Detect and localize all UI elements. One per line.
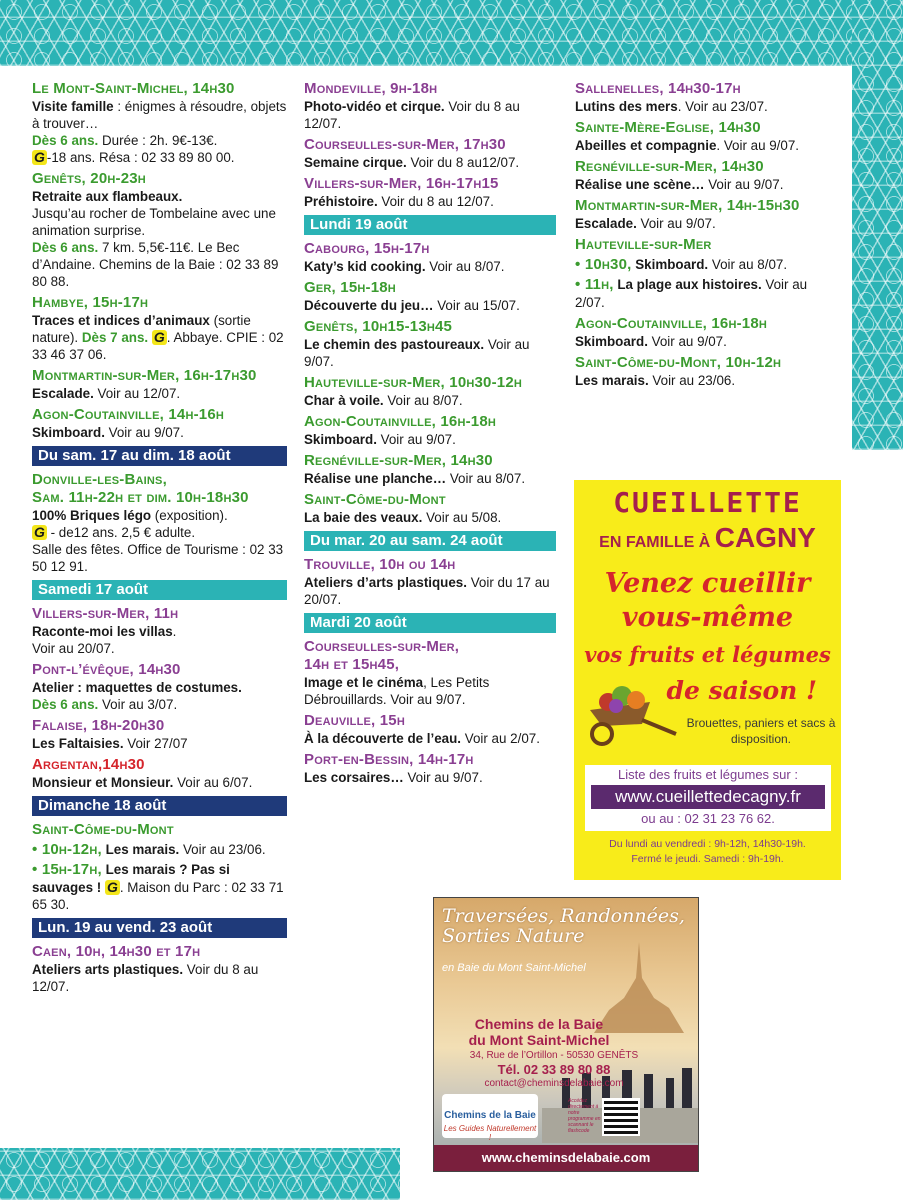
event-time: • 10h30, xyxy=(575,256,632,273)
ad-hours-line-2: Fermé le jeudi. Samedi : 9h-19h. xyxy=(631,853,784,865)
ad2-name-line-1: Chemins de la Baie xyxy=(474,1016,604,1032)
event-title: Ateliers d’arts plastiques. xyxy=(304,575,467,590)
event-title: Visite famille xyxy=(32,99,114,114)
event-text: (exposition). xyxy=(151,508,228,523)
ad2-headline-2: Sorties Nature xyxy=(442,925,585,947)
event-place: Port-en-Bessin, 14h-17h xyxy=(304,751,474,768)
event-text: Voir au 9/07. xyxy=(104,425,184,440)
event-title: 100% Briques légo xyxy=(32,508,152,523)
event-place: Villers-sur-Mer, 16h-17h15 xyxy=(304,175,499,192)
event-title: Monsieur et Monsieur. xyxy=(32,775,174,790)
event-title: Les corsaires… xyxy=(304,770,404,785)
event-title: Escalade. xyxy=(575,216,637,231)
event-place: Montmartin-sur-Mer, 16h-17h30 xyxy=(32,367,257,384)
event-time: • 10h-12h, xyxy=(32,841,102,858)
event-hambye xyxy=(32,294,287,363)
event-title: Réalise une planche… xyxy=(304,471,447,486)
event-bullet xyxy=(32,861,287,913)
event-text: Salle des fêtes. Office de Tourisme : 02 33 50 12 91. xyxy=(32,542,284,574)
event-place: Donville-les-Bains, xyxy=(32,471,167,488)
event-regneville xyxy=(304,452,556,487)
event-title: Skimboard. xyxy=(304,432,377,447)
event-caen xyxy=(32,943,287,995)
event-title: Traces et indices d’animaux xyxy=(32,313,210,328)
event-title: Skimboard. xyxy=(575,334,648,349)
column-3 xyxy=(575,80,837,393)
event-title: Semaine cirque. xyxy=(304,155,407,170)
ad2-logo-text: Chemins de la Baie xyxy=(444,1110,536,1121)
event-montmartin xyxy=(32,367,287,402)
event-place: Agon-Coutainville, 16h-18h xyxy=(575,315,768,332)
ad-slogan-3: vos fruits et légumes xyxy=(584,642,831,667)
ad2-qr-note: Accédez directement à notre programme en scannant le flashcode xyxy=(568,1098,601,1134)
event-text: Voir au 9/07. xyxy=(403,770,483,785)
ad2-subheadline: en Baie du Mont Saint-Michel xyxy=(442,962,586,974)
event-title: Lutins des mers xyxy=(575,99,678,114)
event-place: Deauville, 15h xyxy=(304,712,405,729)
age-label: Dès 6 ans. xyxy=(32,133,99,148)
event-cabourg xyxy=(304,240,556,275)
event-title: Atelier : maquettes de costumes. xyxy=(32,680,242,695)
event-place: Sainte-Mère-Eglise, 14h30 xyxy=(575,119,761,136)
event-text: . xyxy=(172,624,177,639)
event-courseulles xyxy=(304,136,556,171)
ad-slogan-1: Venez cueillir xyxy=(604,568,811,599)
event-title: Réalise une scène… xyxy=(575,177,705,192)
event-regneville xyxy=(575,158,837,193)
date-band: Dimanche 18 août xyxy=(32,796,287,816)
event-text: Voir au 8/07. xyxy=(446,471,526,486)
event-place: Saint-Côme-du-Mont xyxy=(304,491,446,508)
event-text: , Les Petits Débrouillards. Voir au 9/07. xyxy=(304,675,490,707)
event-title: Skimboard. xyxy=(32,425,105,440)
event-text: Voir du 8 au 12/07. xyxy=(377,194,494,209)
event-text: Voir du 17 au 20/07. xyxy=(304,575,550,607)
event-title: Abeilles et compagnie xyxy=(575,138,717,153)
date-band: Lundi 19 août xyxy=(304,215,556,235)
event-place: Montmartin-sur-Mer, 14h-15h30 xyxy=(575,197,800,214)
event-text: Voir au 9/07. xyxy=(304,337,530,369)
event-mondeville xyxy=(304,80,556,132)
event-port-en-bessin xyxy=(304,751,556,786)
event-agon xyxy=(575,315,837,350)
date-band: Du sam. 17 au dim. 18 août xyxy=(32,446,287,466)
event-hauteville xyxy=(575,236,837,311)
event-title: Le chemin des pastoureaux. xyxy=(304,337,485,352)
right-pattern-border xyxy=(852,0,903,450)
ad2-headline xyxy=(442,906,692,946)
event-place: Caen, 10h, 14h30 et 17h xyxy=(32,943,201,960)
ad-info-box xyxy=(585,765,831,831)
event-title: Les marais. xyxy=(101,842,180,857)
event-time: Sam. 11h-22h et dim. 10h-18h30 xyxy=(32,489,249,506)
ad-note: Brouettes, paniers et sacs à disposition. xyxy=(686,716,836,746)
event-text: (sortie nature). xyxy=(32,313,251,345)
event-place: Pont-l’évêque, 14h30 xyxy=(32,661,181,678)
event-title: Préhistoire. xyxy=(304,194,378,209)
event-saint-come xyxy=(575,354,837,389)
ad2-logo-tagline: Les Guides Naturellement ! xyxy=(443,1124,537,1142)
event-title: Escalade. xyxy=(32,386,94,401)
ad-subtitle xyxy=(574,522,841,554)
event-saint-come xyxy=(304,491,556,526)
event-place: Hambye, 15h-17h xyxy=(32,294,149,311)
event-text: . Maison du Parc : 02 33 71 65 30. xyxy=(32,880,284,912)
event-title: La baie des veaux. xyxy=(304,510,423,525)
wheelbarrow-icon xyxy=(580,680,680,750)
date-band: Samedi 17 août xyxy=(32,580,287,600)
event-text: Voir au 8/07. xyxy=(383,393,463,408)
event-agon xyxy=(32,406,287,441)
event-text: Voir du 8 au 12/07. xyxy=(304,99,520,131)
event-text: Voir au 23/06. xyxy=(648,373,736,388)
event-text: Voir au 2/07. xyxy=(461,731,540,746)
ad2-phone: Tél. 02 33 89 80 88 xyxy=(497,1062,611,1077)
chemins-de-la-baie-ad xyxy=(433,897,699,1172)
event-time: 14h et 15h45, xyxy=(304,656,400,673)
event-text: Jusqu’au rocher de Tombelaine avec une animation surprise. xyxy=(32,206,276,238)
event-place: Saint-Côme-du-Mont xyxy=(32,821,174,838)
event-place: Regnéville-sur-Mer, 14h30 xyxy=(575,158,764,175)
free-g-icon: G xyxy=(153,329,165,345)
event-place: Agon-Coutainville, 14h-16h xyxy=(32,406,225,423)
ad-slogan-2: vous-même xyxy=(621,602,794,633)
event-ger xyxy=(304,279,556,314)
ad2-headline-1: Traversées, Randonnées, xyxy=(442,905,685,927)
age-label: Dès 6 ans. xyxy=(32,240,99,255)
event-villers xyxy=(304,175,556,210)
event-place: Courseulles-sur-Mer, xyxy=(304,638,460,655)
event-text: Voir au 12/07. xyxy=(93,386,181,401)
event-place: Ger, 15h-18h xyxy=(304,279,396,296)
cueillette-ad xyxy=(574,480,841,880)
event-title: Retraite aux flambeaux. xyxy=(32,189,183,204)
event-mont-saint-michel xyxy=(32,80,287,166)
event-place: Villers-sur-Mer, 11h xyxy=(32,605,179,622)
event-text: . Voir au 9/07. xyxy=(716,138,800,153)
event-title: Découverte du jeu… xyxy=(304,298,434,313)
top-pattern-border xyxy=(0,0,852,66)
qr-code-icon[interactable] xyxy=(602,1098,640,1136)
event-trouville xyxy=(304,556,556,608)
event-hauteville xyxy=(304,374,556,409)
event-text: Voir au 6/07. xyxy=(173,775,253,790)
event-saint-come xyxy=(32,821,287,913)
event-text: Voir du 8 au 12/07. xyxy=(32,962,259,994)
event-title: Ateliers arts plastiques. xyxy=(32,962,184,977)
column-2 xyxy=(304,80,556,790)
ad2-name-line-2: du Mont Saint-Michel xyxy=(468,1032,610,1048)
event-title: La plage aux histoires. xyxy=(613,277,762,292)
event-text: Voir au 9/07. xyxy=(636,216,716,231)
event-text: Voir au 3/07. xyxy=(98,697,178,712)
age-label: Dès 6 ans. xyxy=(32,697,99,712)
event-villers xyxy=(32,605,287,657)
event-text: . Voir au 23/07. xyxy=(677,99,768,114)
event-text: : énigmes à résoudre, objets à trouver… xyxy=(32,99,287,131)
date-band: Mardi 20 août xyxy=(304,613,556,633)
ad-list-label: Liste des fruits et légumes sur : xyxy=(618,767,798,782)
ad2-email[interactable]: contact@cheminsdelabaie.com xyxy=(484,1078,624,1089)
event-genets xyxy=(304,318,556,370)
ad-hours-line-1: Du lundi au vendredi : 9h-12h, 14h30-19h. xyxy=(609,838,806,850)
event-genets xyxy=(32,170,287,290)
ad2-company-name xyxy=(454,1016,624,1048)
event-text: -18 ans. Résa : 02 33 89 80 00. xyxy=(46,150,235,165)
event-falaise xyxy=(32,717,287,752)
event-title: Katy’s kid cooking. xyxy=(304,259,426,274)
event-place: Hauteville-sur-Mer, 10h30-12h xyxy=(304,374,523,391)
event-argentan xyxy=(32,756,287,791)
ad-phone: ou au : 02 31 23 76 62. xyxy=(641,811,775,826)
event-place: Sallenelles, 14h30-17h xyxy=(575,80,741,97)
event-place: Argentan,14h30 xyxy=(32,756,145,773)
event-text: Durée : 2h. 9€-13€. xyxy=(98,133,218,148)
event-place: Trouville, 10h ou 14h xyxy=(304,556,456,573)
event-text: Voir du 8 au12/07. xyxy=(406,155,520,170)
event-title: Image et le cinéma xyxy=(304,675,424,690)
event-courseulles xyxy=(304,638,556,708)
event-title: Les Faltaisies. xyxy=(32,736,124,751)
event-deauville xyxy=(304,712,556,747)
event-text: Voir au 5/08. xyxy=(422,510,502,525)
free-g-icon: G xyxy=(106,879,118,895)
date-band: Du mar. 20 au sam. 24 août xyxy=(304,531,556,551)
date-band: Lun. 19 au vend. 23 août xyxy=(32,918,287,938)
event-text: Voir au 9/07. xyxy=(376,432,456,447)
event-title: À la découverte de l’eau. xyxy=(304,731,462,746)
ad-subtitle-a: EN FAMILLE À xyxy=(599,534,715,551)
event-text: - de12 ans. 2,5 € adulte. xyxy=(46,525,196,540)
event-bullet xyxy=(575,276,837,311)
event-place: Le Mont-Saint-Michel, 14h30 xyxy=(32,80,235,97)
free-g-icon: G xyxy=(34,524,45,540)
event-place: Regnéville-sur-Mer, 14h30 xyxy=(304,452,493,469)
column-1 xyxy=(32,80,287,999)
event-text: Voir au 20/07. xyxy=(32,641,115,656)
event-sainte-mere-eglise xyxy=(575,119,837,154)
ad-title: CUEILLETTE xyxy=(613,486,802,519)
event-place: Saint-Côme-du-Mont, 10h-12h xyxy=(575,354,782,371)
event-agon xyxy=(304,413,556,448)
ad-subtitle-b: CAGNY xyxy=(714,522,816,553)
event-place: Agon-Coutainville, 16h-18h xyxy=(304,413,497,430)
event-donville xyxy=(32,471,287,575)
event-montmartin xyxy=(575,197,837,232)
event-title: Char à voile. xyxy=(304,393,384,408)
ad2-logo xyxy=(442,1094,538,1142)
ad-url-link[interactable]: www.cueillettedecagny.fr xyxy=(591,785,825,809)
event-place: Cabourg, 15h-17h xyxy=(304,240,430,257)
event-title: Les marais ? Pas si sauvages ! xyxy=(32,862,230,895)
event-time: • 15h-17h, xyxy=(32,861,102,878)
event-text: Voir au 9/07. xyxy=(704,177,784,192)
event-text: Voir au 23/06. xyxy=(179,842,266,857)
event-place: Hauteville-sur-Mer xyxy=(575,236,712,253)
event-text: Voir au 9/07. xyxy=(647,334,727,349)
event-text: Voir au 2/07. xyxy=(575,277,808,310)
event-title: Les marais. xyxy=(575,373,649,388)
ad-hours xyxy=(574,837,841,867)
event-place: Courseulles-sur-Mer, 17h30 xyxy=(304,136,506,153)
bottom-pattern-border xyxy=(0,1148,400,1200)
event-text: . Abbaye. CPIE : 02 33 46 37 06. xyxy=(32,330,284,362)
event-place: Genêts, 20h-23h xyxy=(32,170,146,187)
event-title: Raconte-moi les villas xyxy=(32,624,173,639)
event-place: Mondeville, 9h-18h xyxy=(304,80,438,97)
event-text: Voir au 8/07. xyxy=(708,257,788,272)
event-text: 7 km. 5,5€-11€. Le Bec d’Andaine. Chemins de la Baie : 02 33 89 80 88. xyxy=(32,240,279,289)
event-title: Photo-vidéo et cirque. xyxy=(304,99,445,114)
event-bullet xyxy=(32,841,287,859)
event-place: Genêts, 10h15-13h45 xyxy=(304,318,453,335)
event-pont-leveque xyxy=(32,661,287,713)
ad-slogan-4: de saison ! xyxy=(666,676,817,705)
ad2-address: 34, Rue de l’Ortillon - 50530 GENÊTS xyxy=(469,1050,639,1061)
free-g-icon: G xyxy=(34,149,45,165)
event-time: • 11h, xyxy=(575,276,614,293)
event-text: Voir 27/07 xyxy=(123,736,188,751)
event-sallenelles xyxy=(575,80,837,115)
event-text: Voir au 15/07. xyxy=(433,298,520,313)
event-place: Falaise, 18h-20h30 xyxy=(32,717,165,734)
event-title: Skimboard. xyxy=(631,257,709,272)
ad2-website-link[interactable]: www.cheminsdelabaie.com xyxy=(434,1145,698,1171)
event-bullet xyxy=(575,256,837,274)
age-label: Dès 7 ans. xyxy=(81,330,149,345)
event-text: Voir au 8/07. xyxy=(425,259,505,274)
